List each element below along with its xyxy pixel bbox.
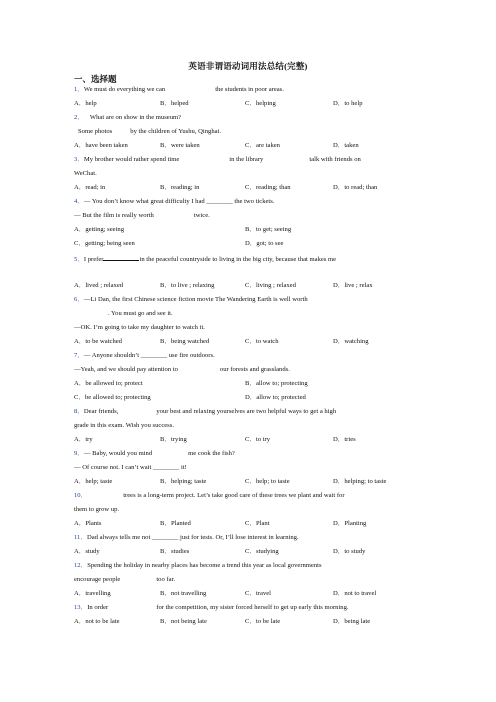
option-b[interactable]: B．helping; taste <box>160 478 207 485</box>
section-heading: 一、选择题 <box>74 74 117 84</box>
question-6: 6．—Li Dan, the first Chinese science fiction movie The Wandering Earth is well worth <box>74 296 308 303</box>
option-b[interactable]: B．Planted <box>160 520 191 527</box>
option-b[interactable]: B．studies <box>160 548 190 555</box>
option-a[interactable]: A．try <box>74 436 93 443</box>
option-a[interactable]: A．to be watched <box>74 338 122 345</box>
option-b[interactable]: B．being watched <box>160 338 210 345</box>
question-8: 8．Dear friends, your best and relaxing yourselves are two helpful ways to get a high <box>74 408 337 415</box>
option-a[interactable]: A．help <box>74 100 97 107</box>
option-c[interactable]: C．helping <box>245 100 276 107</box>
option-d[interactable]: D．watching <box>333 338 369 345</box>
option-b[interactable]: B．to live ; relaxing <box>160 282 215 289</box>
option-d[interactable]: D．helping; to taste <box>333 478 387 485</box>
option-c[interactable]: C．Plant <box>245 520 270 527</box>
question-9: 9．— Baby, would you mind me cook the fish? <box>74 450 235 457</box>
question-2: 2． What are on show in the museum? <box>74 114 182 121</box>
option-b[interactable]: B．not travelling <box>160 590 207 597</box>
option-a[interactable]: A．lived ; relaxed <box>74 282 124 289</box>
option-a[interactable]: A．have been taken <box>74 142 128 149</box>
option-a[interactable]: A．study <box>74 548 100 555</box>
question-11: 11．Dad always tells me not ________ just for tests. Or, I’ll lose interest in learning. <box>74 534 299 541</box>
option-a[interactable]: A．travelling <box>74 590 111 597</box>
question-12: 12．Spending the holiday in nearby places has become a trend this year as local governments <box>74 562 322 569</box>
option-b[interactable]: B．not being late <box>160 618 207 625</box>
option-c[interactable]: C．living ; relaxed <box>245 282 296 289</box>
option-c[interactable]: C．to be late <box>245 618 281 625</box>
option-d[interactable]: D．Planting <box>333 520 367 527</box>
question-5: 5．I prefer in the peaceful countryside to living in the big city, because that makes me <box>74 256 337 263</box>
option-d[interactable]: D．allow to; protected <box>245 394 306 401</box>
question-4: 4．— You don’t know what great difficulty I had ________ the two tickets. <box>74 198 275 205</box>
option-a[interactable]: A．Plants <box>74 520 102 527</box>
question-10: 10． trees is a long-term project. Let’s take good care of these trees we plant and wait for <box>74 492 345 499</box>
option-c[interactable]: C．help; to taste <box>245 478 290 485</box>
option-a[interactable]: A．read; in <box>74 184 106 191</box>
option-d[interactable]: D．not to travel <box>333 590 377 597</box>
question-7: 7．— Anyone shouldn’t ________ use fire outdoors. <box>74 352 215 359</box>
document-title: 英语非谓语动词用法总结(完整) <box>188 61 308 71</box>
option-c[interactable]: C．travel <box>245 590 272 597</box>
option-d[interactable]: D．being late <box>333 618 371 625</box>
option-c[interactable]: C．studying <box>245 548 279 555</box>
option-a[interactable]: A．getting; seeing <box>74 226 124 233</box>
option-d[interactable]: D．to help <box>333 100 363 107</box>
option-c[interactable]: C．to watch <box>245 338 279 345</box>
document-page: 英语非谓语动词用法总结(完整) 一、选择题 1．We must do everything we can the students in poor areas. A．help B．helped C．helping D．to help 2． What are on show in the museum? Some photos by the children of Yushu, Qinghai. A．have been taken B．were taken C．are taken D．taken 3．My brother would rather spend time in the library talk with friends on WeChat. A．read; in B．reading; in C．reading; than D．to read; than 4．— You don’t know what great difficulty I had ________ the two tickets. — But the film is really worth twice. A．getting; seeing B．to get; seeing C．getting; being seen D．got; to see 5．I prefer in the peaceful countryside to living in the big city, because that makes me A．lived ; relaxed B．to live ; relaxing C．living ; relaxed D．live ; relax 6．—Li Dan, the first Chinese science fiction movie The Wandering Earth is well worth . You must go and see it. —OK. I’m going to take my daughter to watch it. A．to be watched B．being watched C．to watch D．watching 7．— Anyone shouldn’t ________ use fire outdoors. —Yeah, and we should pay attention to our forests and grasslands. A．be allowed to; protect B．allow to; protecting C．be allowed to; protecting D．allow to; protected 8．Dear friends, your best and relaxing yourselves are two helpful ways to get a high grade in this exam. Wish you success. A．try B．trying C．to try D．tries 9．— Baby, would you mind me cook the fish? — Of course not. I can’t wait ________ it! A．help; taste B．helping; taste C．help; to taste D．helping; to taste 10． trees is a long-term project. Let’s take good care of these trees we plant and wait for them to grow up. A．Plants B．Planted C．Plant D．Planting 11．Dad always tells me not ________ just for tests. Or, I’ll lose interest in learning. A．study B．studies C．studying D．to study 12．Spending the holiday in nearby places has become a trend this year as local governments encourage people too far. A．travelling B．not travelling C．travel D．not to travel 13．In order for the competition, my sister forced herself to get up early this morning. A．not to be late B．not being late C．to be late D．being late <box>0 0 496 702</box>
option-c[interactable]: C．are taken <box>245 142 280 149</box>
option-c[interactable]: C．be allowed to; protecting <box>74 394 151 401</box>
option-b[interactable]: B．reading; in <box>160 184 200 191</box>
option-b[interactable]: B．allow to; protecting <box>245 380 308 387</box>
option-d[interactable]: D．to read; than <box>333 184 378 191</box>
option-d[interactable]: D．got; to see <box>245 240 284 247</box>
option-d[interactable]: D．tries <box>333 436 356 443</box>
option-b[interactable]: B．helped <box>160 100 189 107</box>
option-a[interactable]: A．help; taste <box>74 478 113 485</box>
option-a[interactable]: A．be allowed to; protect <box>74 380 143 387</box>
option-d[interactable]: D．live ; relax <box>333 282 373 289</box>
option-b[interactable]: B．to get; seeing <box>245 226 292 233</box>
question-number: 1． <box>74 86 84 93</box>
option-d[interactable]: D．to study <box>333 548 366 555</box>
option-a[interactable]: A．not to be late <box>74 618 120 625</box>
question-1: 1．We must do everything we can the students in poor areas. <box>74 86 284 93</box>
question-13: 13．In order for the competition, my sister forced herself to get up early this morning. <box>74 604 349 611</box>
option-c[interactable]: C．reading; than <box>245 184 291 191</box>
option-c[interactable]: C．to try <box>245 436 271 443</box>
question-3: 3．My brother would rather spend time in the library talk with friends on <box>74 156 361 163</box>
option-b[interactable]: B．trying <box>160 436 187 443</box>
option-b[interactable]: B．were taken <box>160 142 200 149</box>
option-d[interactable]: D．taken <box>333 142 359 149</box>
option-c[interactable]: C．getting; being seen <box>74 240 135 247</box>
